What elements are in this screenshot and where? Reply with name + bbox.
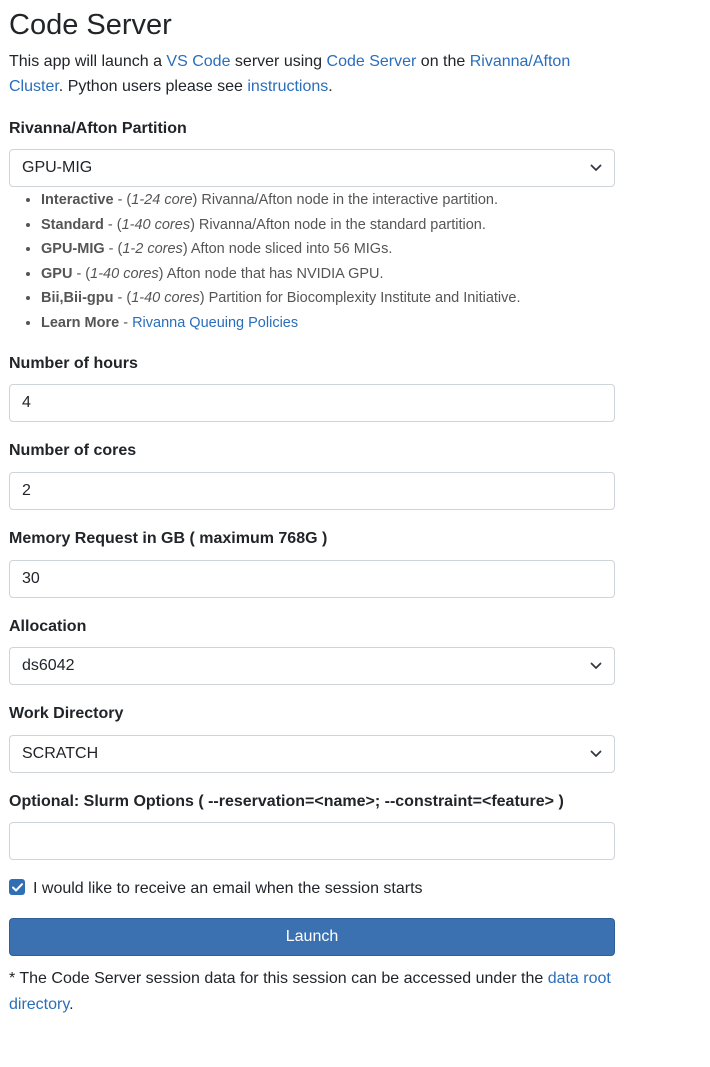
help-sep: - (: [113, 192, 132, 208]
memory-label: Memory Request in GB ( maximum 768G ): [9, 530, 328, 547]
partition-select[interactable]: [9, 149, 615, 187]
intro-text-2: server using: [230, 53, 327, 70]
partition-value: GPU-MIG: [22, 159, 93, 176]
vscode-link[interactable]: VS Code: [166, 53, 231, 70]
help-name: Learn More: [41, 314, 120, 331]
intro-text-1: This app will launch a: [9, 53, 167, 70]
help-name: Bii,Bii-gpu: [41, 290, 114, 307]
help-desc: ) Rivanna/Afton node in the standard partition.: [190, 216, 486, 233]
instructions-link[interactable]: instructions: [247, 78, 329, 95]
list-item: [41, 237, 611, 262]
cluster-link[interactable]: Rivanna/Afton Cluster: [9, 53, 571, 95]
help-cores: 1-24 core: [131, 192, 193, 208]
slurm-input[interactable]: [9, 822, 615, 860]
session-note: [9, 966, 615, 1018]
help-desc: ) Afton node sliced into 56 MIGs.: [182, 241, 393, 258]
hours-label: Number of hours: [9, 355, 138, 372]
queuing-policies-link[interactable]: Rivanna Queuing Policies: [132, 314, 299, 331]
help-sep: - (: [113, 290, 132, 307]
cores-input[interactable]: [9, 472, 615, 510]
intro-text-4: . Python users please see: [58, 78, 248, 95]
help-sep: - (: [72, 265, 91, 282]
help-sep: -: [119, 314, 133, 331]
help-name: GPU-MIG: [41, 241, 105, 258]
hours-value: 4: [22, 394, 31, 411]
partition-help-list: [21, 188, 611, 336]
list-item: [41, 286, 611, 311]
allocation-select[interactable]: [9, 647, 615, 685]
help-sep: - (: [104, 241, 123, 258]
partition-label: Rivanna/Afton Partition: [9, 120, 187, 137]
help-cores: 1-40 cores: [131, 290, 200, 307]
help-name: GPU: [41, 265, 73, 282]
checkmark-icon: [12, 883, 23, 892]
code-server-link[interactable]: Code Server: [326, 53, 417, 70]
list-item: [41, 311, 611, 336]
allocation-label: Allocation: [9, 618, 87, 635]
cores-value: 2: [22, 482, 31, 499]
email-checkbox[interactable]: [9, 879, 25, 895]
help-desc: ) Partition for Biocomplexity Institute and Initiative.: [199, 290, 521, 307]
workdir-value: SCRATCH: [22, 745, 99, 762]
workdir-label: Work Directory: [9, 705, 124, 722]
cores-label: Number of cores: [9, 442, 137, 459]
intro-text-5: .: [328, 78, 333, 95]
memory-input[interactable]: [9, 560, 615, 598]
allocation-value: ds6042: [22, 657, 75, 674]
launch-button[interactable]: Launch: [9, 918, 615, 956]
help-cores: 1-40 cores: [90, 265, 159, 282]
help-sep: - (: [103, 216, 122, 233]
list-item: [41, 188, 611, 213]
email-checkbox-label[interactable]: I would like to receive an email when the session starts: [33, 880, 423, 897]
intro-text-3: on the: [416, 53, 470, 70]
data-root-link[interactable]: data root directory: [9, 970, 611, 1013]
list-item: [41, 262, 611, 287]
help-cores: 1-40 cores: [121, 216, 191, 233]
help-cores: 1-2 cores: [122, 241, 183, 258]
chevron-down-icon: [590, 749, 602, 759]
chevron-down-icon: [590, 661, 602, 671]
note-text-2: .: [69, 996, 74, 1013]
help-name: Standard: [41, 216, 104, 233]
list-item: [41, 213, 611, 238]
note-text-1: * The Code Server session data for this session can be accessed under the: [9, 970, 548, 987]
slurm-label: Optional: Slurm Options ( --reservation=<name>; --constraint=<feature> ): [9, 793, 564, 810]
chevron-down-icon: [590, 163, 602, 173]
hours-input[interactable]: [9, 384, 615, 422]
page-title: Code Server: [9, 9, 172, 41]
intro-text: [9, 49, 615, 99]
help-desc: ) Rivanna/Afton node in the interactive partition.: [192, 192, 499, 208]
help-name: Interactive: [41, 192, 114, 208]
help-desc: ) Afton node that has NVIDIA GPU.: [158, 265, 384, 282]
workdir-select[interactable]: [9, 735, 615, 773]
memory-value: 30: [22, 570, 40, 587]
